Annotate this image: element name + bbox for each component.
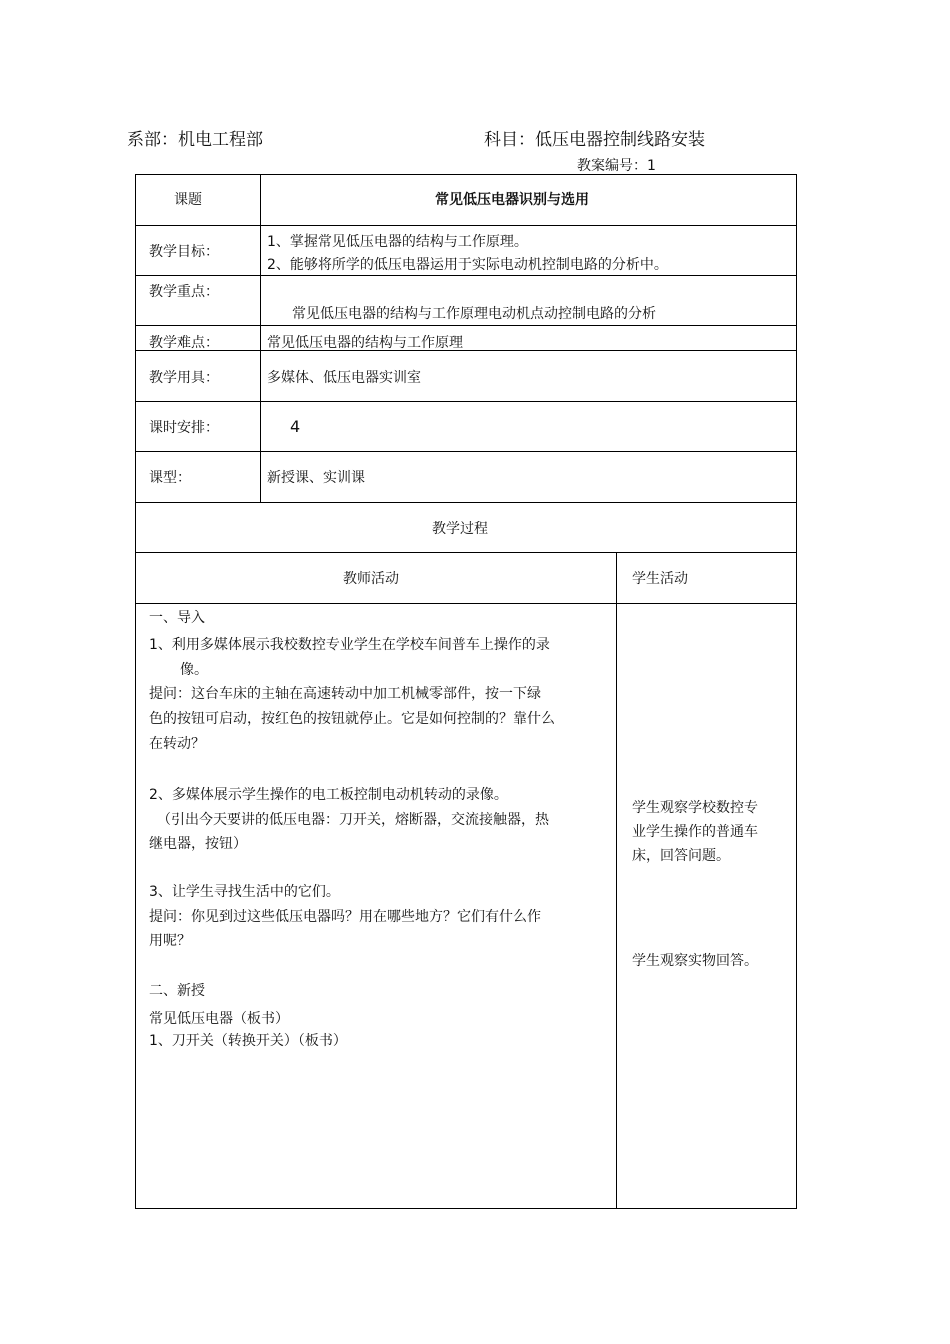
student-header: 学生活动 [632,571,688,587]
question2-line-b: 用呢？ [149,933,191,949]
goal-line-2: 2、能够将所学的低压电器运用于实际电动机控制电路的分析中。 [267,257,668,273]
type-label: 课型： [149,470,191,486]
board-line-2: 1、刀开关（转换开关）（板书） [149,1033,347,1049]
item2-note-b: 继电器，按钮） [149,836,247,852]
question1-line-a: 提问：这台车床的主轴在高速转动中加工机械零部件，按一下绿 [149,686,541,702]
intro-title: 一、导入 [149,610,205,626]
student-act1-line-a: 学生观察学校数控专 [632,800,758,816]
tools-value: 多媒体、低压电器实训室 [267,370,421,386]
tools-label: 教学用具： [149,370,219,386]
item1-line-b: 像。 [180,662,208,678]
subject-label: 科目：低压电器控制线路安装 [484,130,705,150]
process-title: 教学过程 [432,521,488,537]
item1-line-a: 1、利用多媒体展示我校数控专业学生在学校车间普车上操作的录 [149,637,550,653]
type-value: 新授课、实训课 [267,470,365,486]
difficult-label: 教学难点： [149,335,219,351]
student-act1-line-c: 床，回答问题。 [632,848,730,864]
key-value: 常见低压电器的结构与工作原理电动机点动控制电路的分析 [292,306,656,322]
item3-line: 3、让学生寻找生活中的它们。 [149,884,340,900]
question2-line-a: 提问：你见到过这些低压电器吗？用在哪些地方？它们有什么作 [149,909,541,925]
hours-label: 课时安排： [149,420,219,436]
hours-value: 4 [290,417,301,436]
question1-line-b: 色的按钮可启动，按红色的按钮就停止。它是如何控制的？靠什么 [149,711,555,727]
topic-value: 常见低压电器识别与选用 [435,192,589,208]
teacher-header: 教师活动 [343,571,399,587]
plan-number: 教案编号：1 [577,158,656,174]
student-act2: 学生观察实物回答。 [632,953,758,969]
board-line-1: 常见低压电器（板书） [149,1011,289,1027]
goal-label: 教学目标： [149,244,219,260]
key-label: 教学重点： [149,284,219,300]
question1-line-c: 在转动？ [149,736,205,752]
department-label: 系部：机电工程部 [127,130,263,150]
student-act1-line-b: 业学生操作的普通车 [632,824,758,840]
item2-line: 2、多媒体展示学生操作的电工板控制电动机转动的录像。 [149,787,508,803]
topic-label: 课题 [174,192,202,208]
difficult-value: 常见低压电器的结构与工作原理 [267,335,463,351]
new-title: 二、新授 [149,983,205,999]
item2-note-a: （引出今天要讲的低压电器：刀开关，熔断器，交流接触器，热 [157,812,549,828]
goal-line-1: 1、掌握常见低压电器的结构与工作原理。 [267,234,528,250]
